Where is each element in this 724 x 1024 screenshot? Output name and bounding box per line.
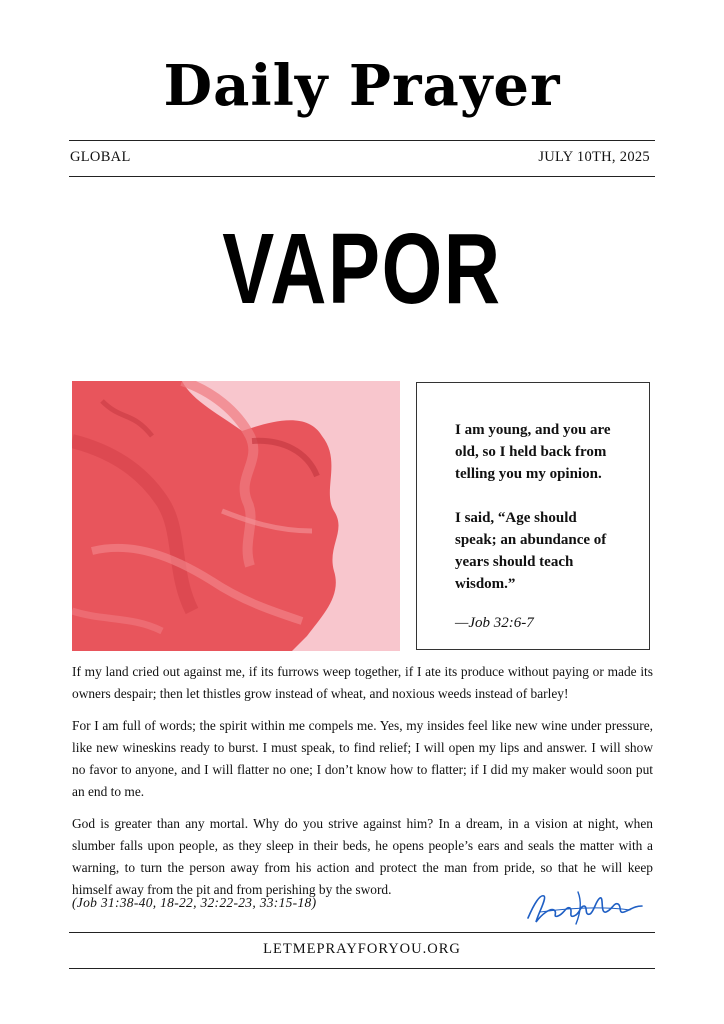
body-paragraph-2: For I am full of words; the spirit within me compels me. Yes, my insides feel like new wine under pressure, like new wineskins ready to burst. I must speak, to find relief; I will open my lips and answer. I will show no favor to anyone, and I will flatter no one; I don’t know how to flatter; if I did my maker would soon put an end to me. bbox=[72, 718, 653, 799]
quote-citation: —Job 32:6-7 bbox=[455, 615, 534, 631]
headline: VAPOR bbox=[222, 213, 502, 325]
paint-image bbox=[72, 381, 400, 651]
top-rule bbox=[69, 140, 655, 141]
body-paragraph-1: If my land cried out against me, if its furrows weep together, if I ate its produce without paying or made its owners despair; then let thistles grow instead of wheat, and noxious weeds instead of barley! bbox=[72, 664, 653, 701]
footer-top-rule bbox=[69, 932, 655, 933]
meta-rule bbox=[69, 176, 655, 177]
quote-line: I said, “Age should bbox=[455, 510, 577, 526]
quote-line: telling you my opinion. bbox=[455, 466, 602, 482]
body-paragraph-3: God is greater than any mortal. Why do you strive against him? In a dream, in a vision at night, when slumber falls upon people, as they sleep in their beds, he opens people’s ears and seals the matter with a warning, to turn the person away from his action and protect the man from pride, so that he will keep himself away from the pit and from perishing by the sword. bbox=[72, 816, 653, 897]
scripture-references: (Job 31:38-40, 18-22, 32:22-23, 33:15-18) bbox=[72, 895, 317, 910]
quote-line: I am young, and you are bbox=[455, 422, 611, 438]
handwritten-signature-icon bbox=[520, 884, 648, 928]
quote-line: wisdom.” bbox=[455, 576, 516, 592]
masthead-title: Daily Prayer bbox=[163, 53, 561, 119]
footer-site-link[interactable]: LETMEPRAYFORYOU.ORG bbox=[263, 941, 461, 957]
quote-line: speak; an abundance of bbox=[455, 532, 607, 548]
edition-label: GLOBAL bbox=[70, 149, 131, 165]
quote-line: old, so I held back from bbox=[455, 444, 607, 460]
pull-quote-box bbox=[416, 382, 650, 650]
red-paint-smear-icon bbox=[72, 381, 400, 651]
date-label: JULY 10TH, 2025 bbox=[538, 149, 650, 165]
quote-line: years should teach bbox=[455, 554, 574, 570]
footer-bottom-rule bbox=[69, 968, 655, 969]
